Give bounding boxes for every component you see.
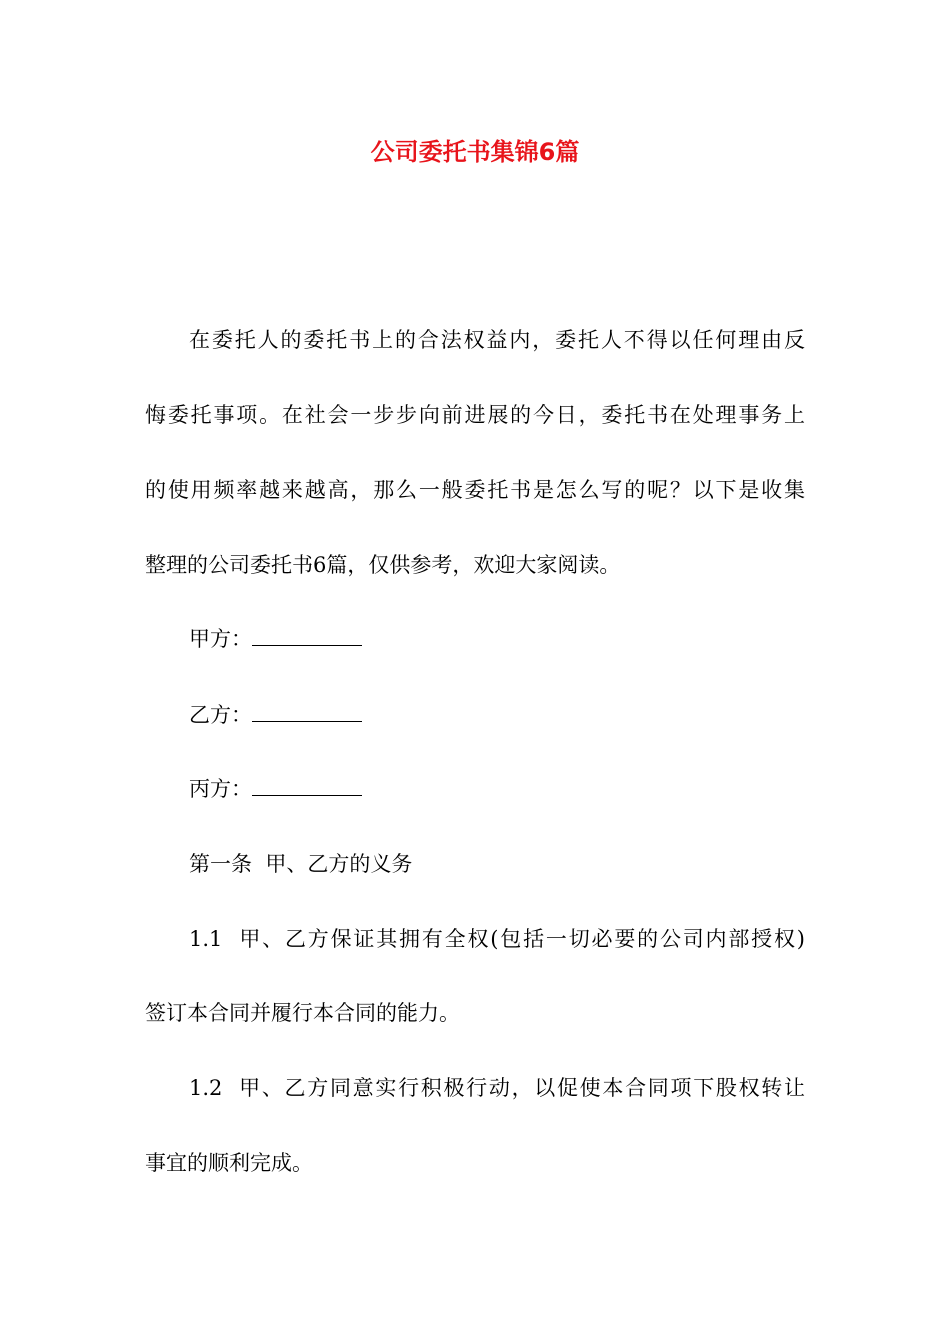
party-c-row (189, 774, 805, 804)
intro-line-4: 整理的公司委托书6篇，仅供参考，欢迎大家阅读。 (145, 553, 621, 577)
clause-1-2-line-1: 1.2 甲、乙方同意实行积极行动，以促使本合同项下股权转让 (189, 1076, 805, 1100)
intro-line-3: 的使用频率越来越高，那么一般委托书是怎么写的呢？以下是收集 (145, 478, 805, 502)
party-a-blank (252, 625, 362, 646)
clause-1-2-line-2: 事宜的顺利完成。 (145, 1151, 313, 1175)
party-b-label: 乙方： (189, 703, 252, 727)
party-c-blank (252, 775, 362, 796)
party-b-blank (252, 701, 362, 722)
party-a-row (189, 624, 805, 654)
article-1-heading: 第一条 甲、乙方的义务 (189, 852, 413, 876)
intro-line-2: 悔委托事项。在社会一步步向前进展的今日，委托书在处理事务上 (145, 403, 805, 427)
party-c-label: 丙方： (189, 777, 252, 801)
document-title: 公司委托书集锦6篇 (370, 138, 580, 166)
party-a-label: 甲方： (189, 627, 252, 651)
clause-1-1-line-2: 签订本合同并履行本合同的能力。 (145, 1001, 460, 1025)
clause-1-1-line-1: 1.1 甲、乙方保证其拥有全权(包括一切必要的公司内部授权) (189, 927, 805, 951)
intro-line-1: 在委托人的委托书上的合法权益内，委托人不得以任何理由反 (189, 328, 805, 352)
party-b-row (189, 700, 805, 730)
